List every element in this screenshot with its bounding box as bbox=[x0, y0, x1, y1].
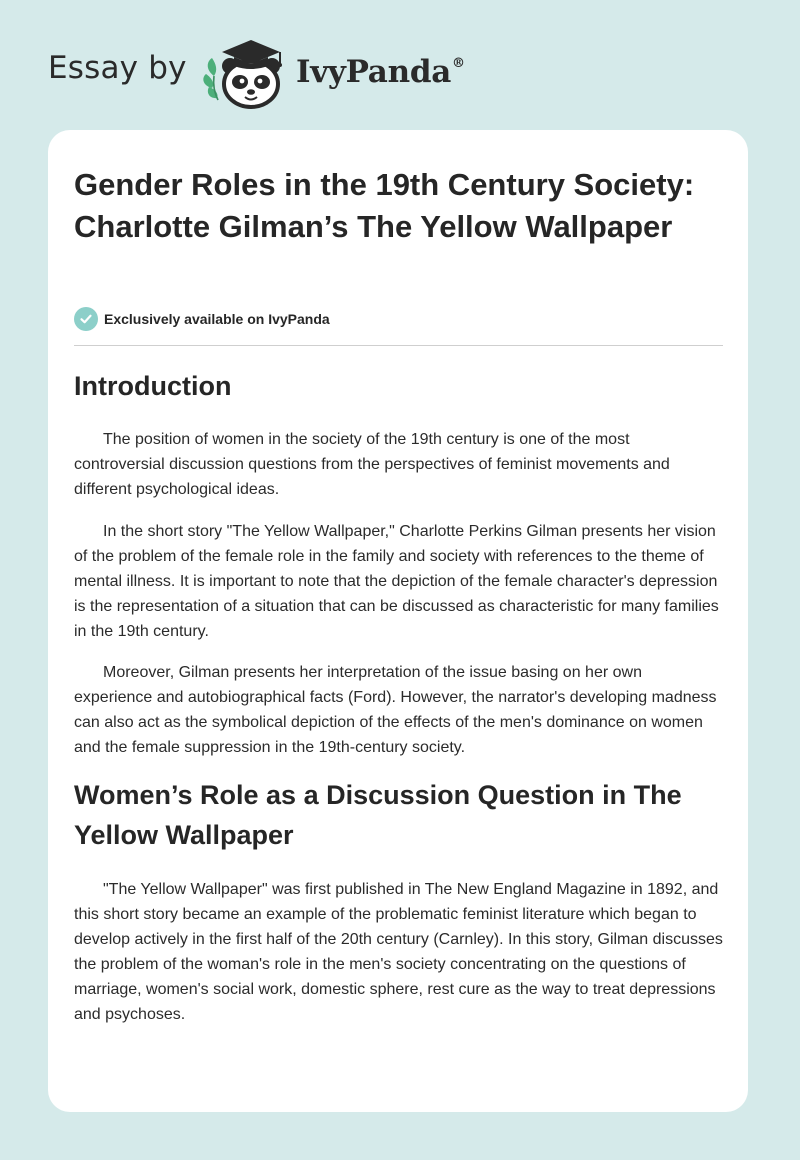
check-circle-icon bbox=[74, 307, 98, 331]
paragraph: "The Yellow Wallpaper" was first published in The New England Magazine in 1892, and this short story became an example of the problematic feminist literature which began to develop actively in the first half of the 20th century (Carnley). In this story, Gilman discusses the problem of the woman's role in the men's society concentrating on the questions of marriage, women's social work, domestic sphere, rest cure as the way to treat depressions and psychoses. bbox=[74, 881, 723, 1023]
divider bbox=[74, 345, 723, 346]
panda-graduate-logo-icon bbox=[200, 36, 296, 110]
exclusive-badge bbox=[74, 306, 330, 332]
registered-mark: ® bbox=[452, 56, 465, 71]
essay-card bbox=[48, 130, 748, 1112]
brand-name: IvyPanda® bbox=[296, 54, 465, 90]
section-heading-womens-role: Women’s Role as a Discussion Question in The Yellow Wallpaper bbox=[74, 780, 682, 850]
section-heading-introduction: Introduction bbox=[74, 371, 232, 401]
site-header bbox=[48, 36, 548, 112]
ivy-leaf-icon bbox=[203, 58, 218, 100]
essay-by-label: Essay by bbox=[48, 50, 187, 86]
paragraph: In the short story "The Yellow Wallpaper," Charlotte Perkins Gilman presents her vision of the problem of the female role in the family and society with references to the theme of mental illness. It is important to note that the depiction of the female character's depression is the representation of a situation that can be discussed as characteristic for many families in the 19th century. bbox=[74, 523, 719, 640]
paragraph: Moreover, Gilman presents her interpretation of the issue basing on her own experience and autobiographical facts (Ford). However, the narrator's developing madness can also act as the symbolical depiction of the effects of the men's dominance on women and the female suppression in the 19th-century society. bbox=[74, 664, 717, 756]
exclusive-label: Exclusively available on IvyPanda bbox=[104, 311, 330, 327]
essay-title: Gender Roles in the 19th Century Society: Charlotte Gilman’s The Yellow Wallpaper bbox=[74, 167, 695, 244]
paragraph: The position of women in the society of the 19th century is one of the most controversial discussion questions from the perspectives of feminist movements and different psychological ideas. bbox=[74, 431, 670, 498]
